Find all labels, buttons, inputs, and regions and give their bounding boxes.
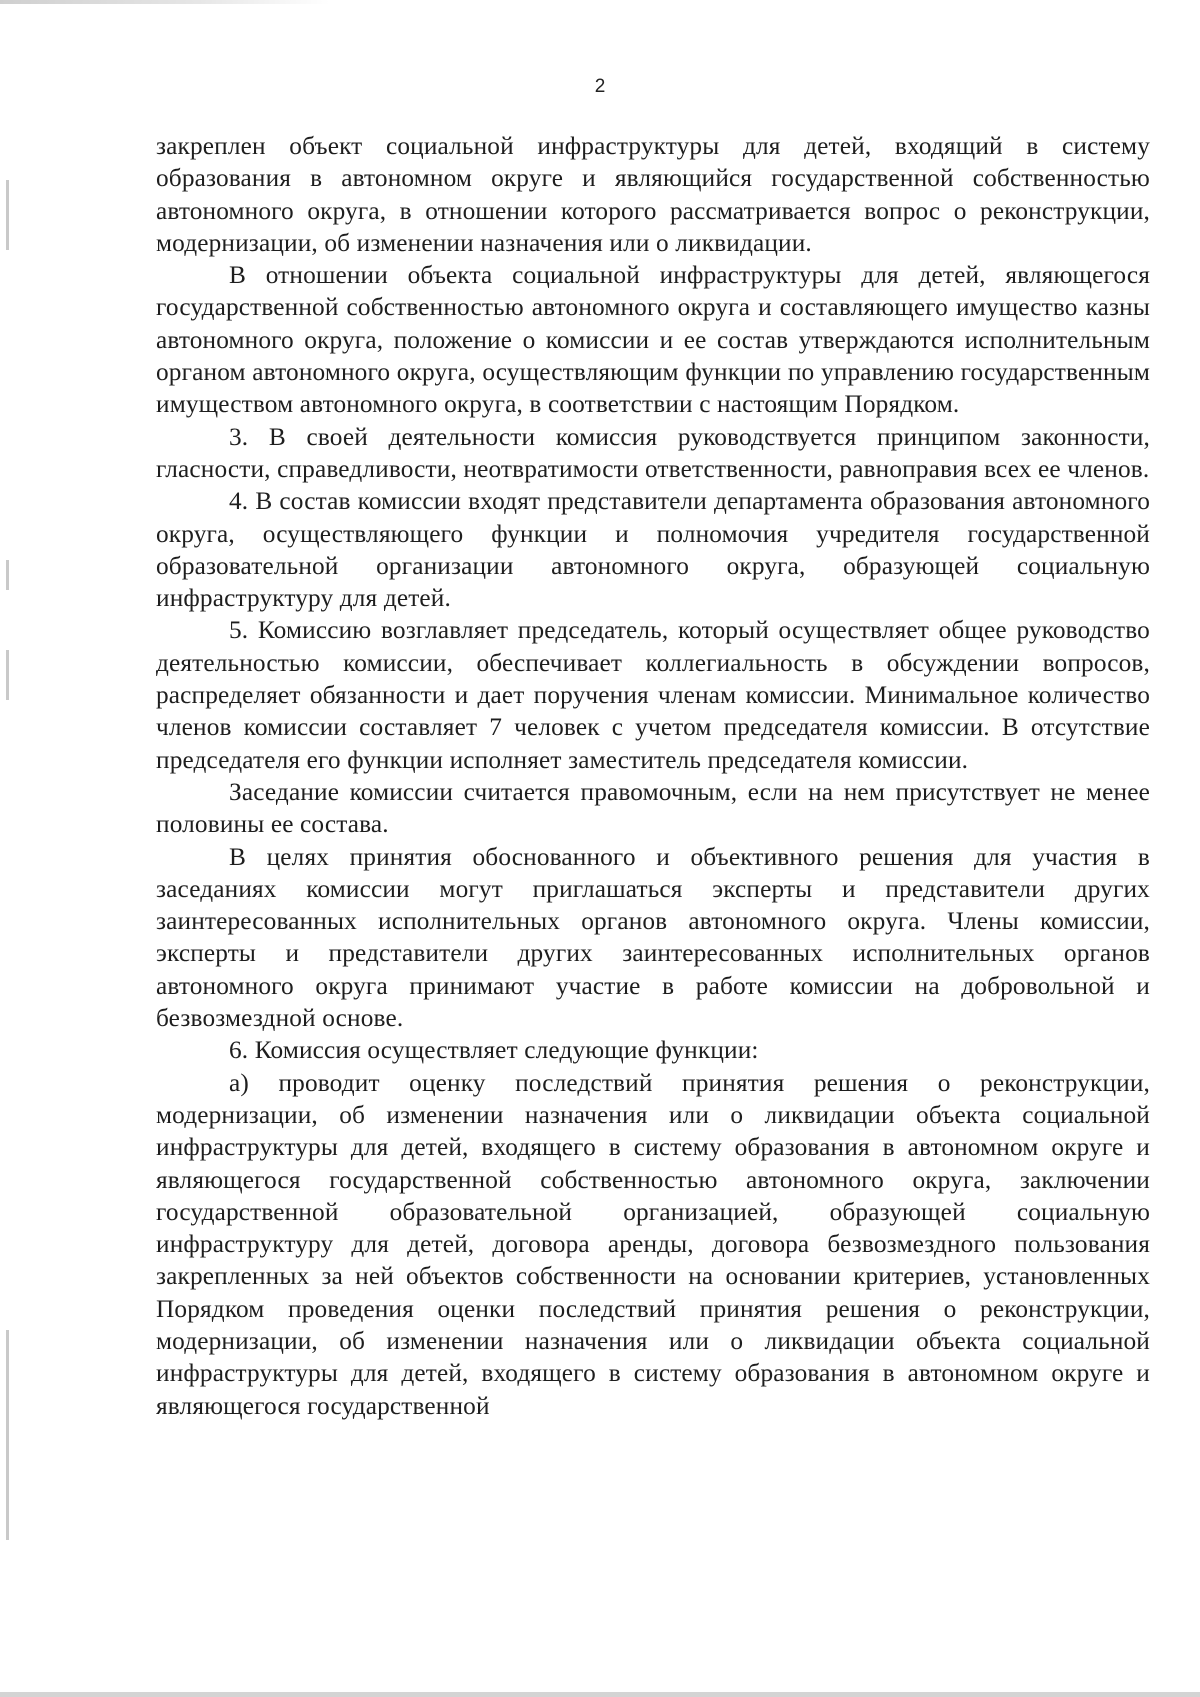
- scan-edge-left-2: [6, 560, 9, 590]
- paragraph-continuation: закреплен объект социальной инфраструктуры для детей, входящий в систему образования в автономном округе и являющийся государственной собственностью автономного округа, в отношении которого рассматривается вопрос о реконструкции, модернизации, об изменении назначения или о ликвидации.: [156, 132, 1150, 257]
- paragraph-treasury-property: В отношении объекта социальной инфраструктуры для детей, являющегося государственной собственностью автономного округа и составляющего имущество казны автономного округа, положение о комиссии и ее состав утверждаются исполнительным органом автономного округа, осуществляющим функции по управлению государственным имуществом автономного округа, в соответствии с настоящим Порядком.: [156, 261, 1150, 419]
- paragraph-item-4: 4. В состав комиссии входят представители департамента образования автономного округа, осуществляющего функции и полномочия учредителя государственной образовательной организации автономного округа, образующей социальную инфраструктуру для детей.: [156, 487, 1150, 613]
- paragraph-quorum: Заседание комиссии считается правомочным, если на нем присутствует не менее половины ее состава.: [156, 777, 1150, 839]
- scan-edge-top: [0, 0, 330, 4]
- paragraph-item-5: 5. Комиссию возглавляет председатель, который осуществляет общее руководство деятельностью комиссии, обеспечивает коллегиальность в обсуждении вопросов, распределяет обязанности и дает поручения членам комиссии. Минимальное количество членов комиссии составляет 7 человек с учетом председателя комиссии. В отсутствие председателя его функции исполняет заместитель председателя комиссии.: [156, 616, 1150, 774]
- document-body: [156, 130, 1150, 1422]
- scan-edge-left-3: [6, 650, 9, 700]
- scan-edge-left-4: [6, 1330, 9, 1540]
- scan-edge-bottom: [0, 1692, 1200, 1697]
- paragraph-item-6a: а) проводит оценку последствий принятия решения о реконструкции, модернизации, об изменении назначения или о ликвидации объекта социальной инфраструктуры для детей, входящего в систему образования в автономном округе и являющегося государственной собственностью автономного округа, заключении государственной образовательной организацией, образующей социальную инфраструктуру для детей, договора аренды, договора безвозмездного пользования закрепленных за ней объектов собственности на основании критериев, установленных Порядком проведения оценки последствий принятия решения о реконструкции, модернизации, об изменении назначения или о ликвидации объекта социальной инфраструктуры для детей, входящего в систему образования в автономном округе и являющегося государственной: [156, 1068, 1150, 1420]
- paragraph-item-3: 3. В своей деятельности комиссия руководствуется принципом законности, гласности, справедливости, неотвратимости ответственности, равноправия всех ее членов.: [156, 422, 1150, 483]
- scan-edge-left-1: [6, 180, 9, 250]
- paragraph-experts: В целях принятия обоснованного и объективного решения для участия в заседаниях комиссии могут приглашаться эксперты и представители других заинтересованных исполнительных органов автономного округа. Члены комиссии, эксперты и представители других заинтересованных исполнительных органов автономного округа принимают участие в работе комиссии на добровольной и безвозмездной основе.: [156, 842, 1150, 1033]
- paragraph-item-6: 6. Комиссия осуществляет следующие функции:: [229, 1036, 759, 1065]
- page-number: 2: [594, 76, 606, 97]
